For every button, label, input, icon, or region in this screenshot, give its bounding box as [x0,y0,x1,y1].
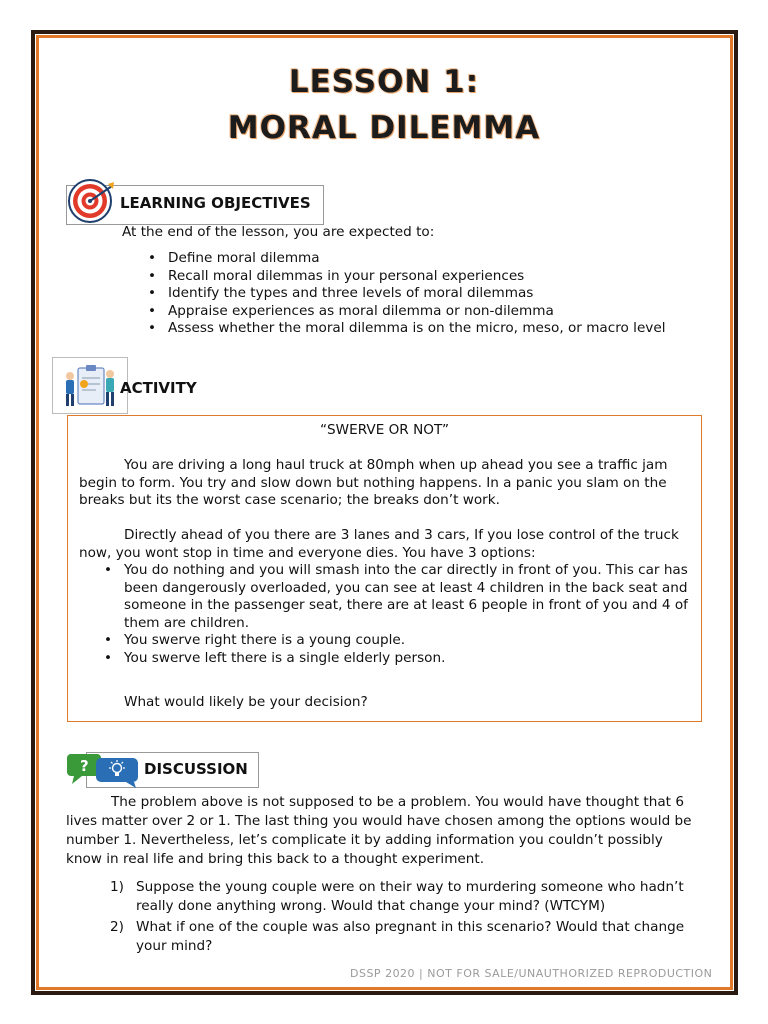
svg-text:?: ? [80,757,89,775]
list-item: • Recall moral dilemmas in your personal experiences [144,268,724,286]
list-item: • You do nothing and you will smash into the car directly in front of you. This car has been dangerously overloaded, you can see at least 4 children in the back seat and someone in the passenger seat, there are at least 6 people in front of you and 4 of them are children. [100,562,694,632]
activity-options-list [100,562,694,667]
discussion-questions-list [110,878,702,956]
lesson-title-line2: MORAL DILEMMA [227,110,541,146]
list-item [110,878,702,916]
activity-question: What would likely be your decision? [124,694,368,710]
objectives-intro: At the end of the lesson, you are expected to: [122,224,435,240]
list-item: • Identify the types and three levels of moral dilemmas [144,285,724,303]
list-item-text: What if one of the couple was also pregnant in this scenario? Would that change your mind? [136,919,685,954]
list-item: • You swerve left there is a single elderly person. [100,650,694,668]
clipboard-people-icon [62,362,118,410]
target-icon [66,178,116,224]
list-item: • Assess whether the moral dilemma is on the micro, meso, or macro level [144,320,724,338]
discussion-heading: DISCUSSION [144,760,248,778]
activity-box-title: “SWERVE OR NOT” [320,422,449,438]
list-item-number: 2) [110,919,124,935]
discussion-paragraph-text: The problem above is not supposed to be a problem. You would have thought that 6 lives matter over 2 or 1. The last thing you would have chosen among the options would be number 1. Nevertheless, let’s complicate it by adding information you couldn’t possibly know in real life and bring this back to a thought experiment. [66,794,692,867]
activity-paragraph-1-text: You are driving a long haul truck at 80mph when up ahead you see a traffic jam begin to form. You try and slow down but nothing happens. In a panic you slam on the breaks but its the worst case scenario; the breaks don’t work. [79,457,668,508]
list-item-text: Suppose the young couple were on their way to murdering someone who hadn’t really done anything wrong. Would that change your mind? (WTCYM) [136,879,684,914]
activity-paragraph-2-text: Directly ahead of you there are 3 lanes and 3 cars, If you lose control of the truck now, you wont stop in time and everyone dies. You have 3 options: [79,527,679,561]
chat-bubbles-icon [66,752,140,788]
lesson-title-line1: LESSON 1: [288,64,480,100]
activity-paragraph-2 [79,527,693,562]
activity-heading: ACTIVITY [120,379,197,397]
discussion-paragraph [66,793,703,869]
list-item: • You swerve right there is a young couple. [100,632,694,650]
activity-paragraph-1 [79,457,693,510]
list-item [110,918,702,956]
list-item: • Define moral dilemma [144,250,724,268]
objectives-list [144,250,724,338]
list-item-number: 1) [110,879,124,895]
objectives-heading: LEARNING OBJECTIVES [120,194,311,212]
footer-copyright: DSSP 2020 | NOT FOR SALE/UNAUTHORIZED REPRODUCTION [350,967,713,980]
list-item: • Appraise experiences as moral dilemma or non-dilemma [144,303,724,321]
